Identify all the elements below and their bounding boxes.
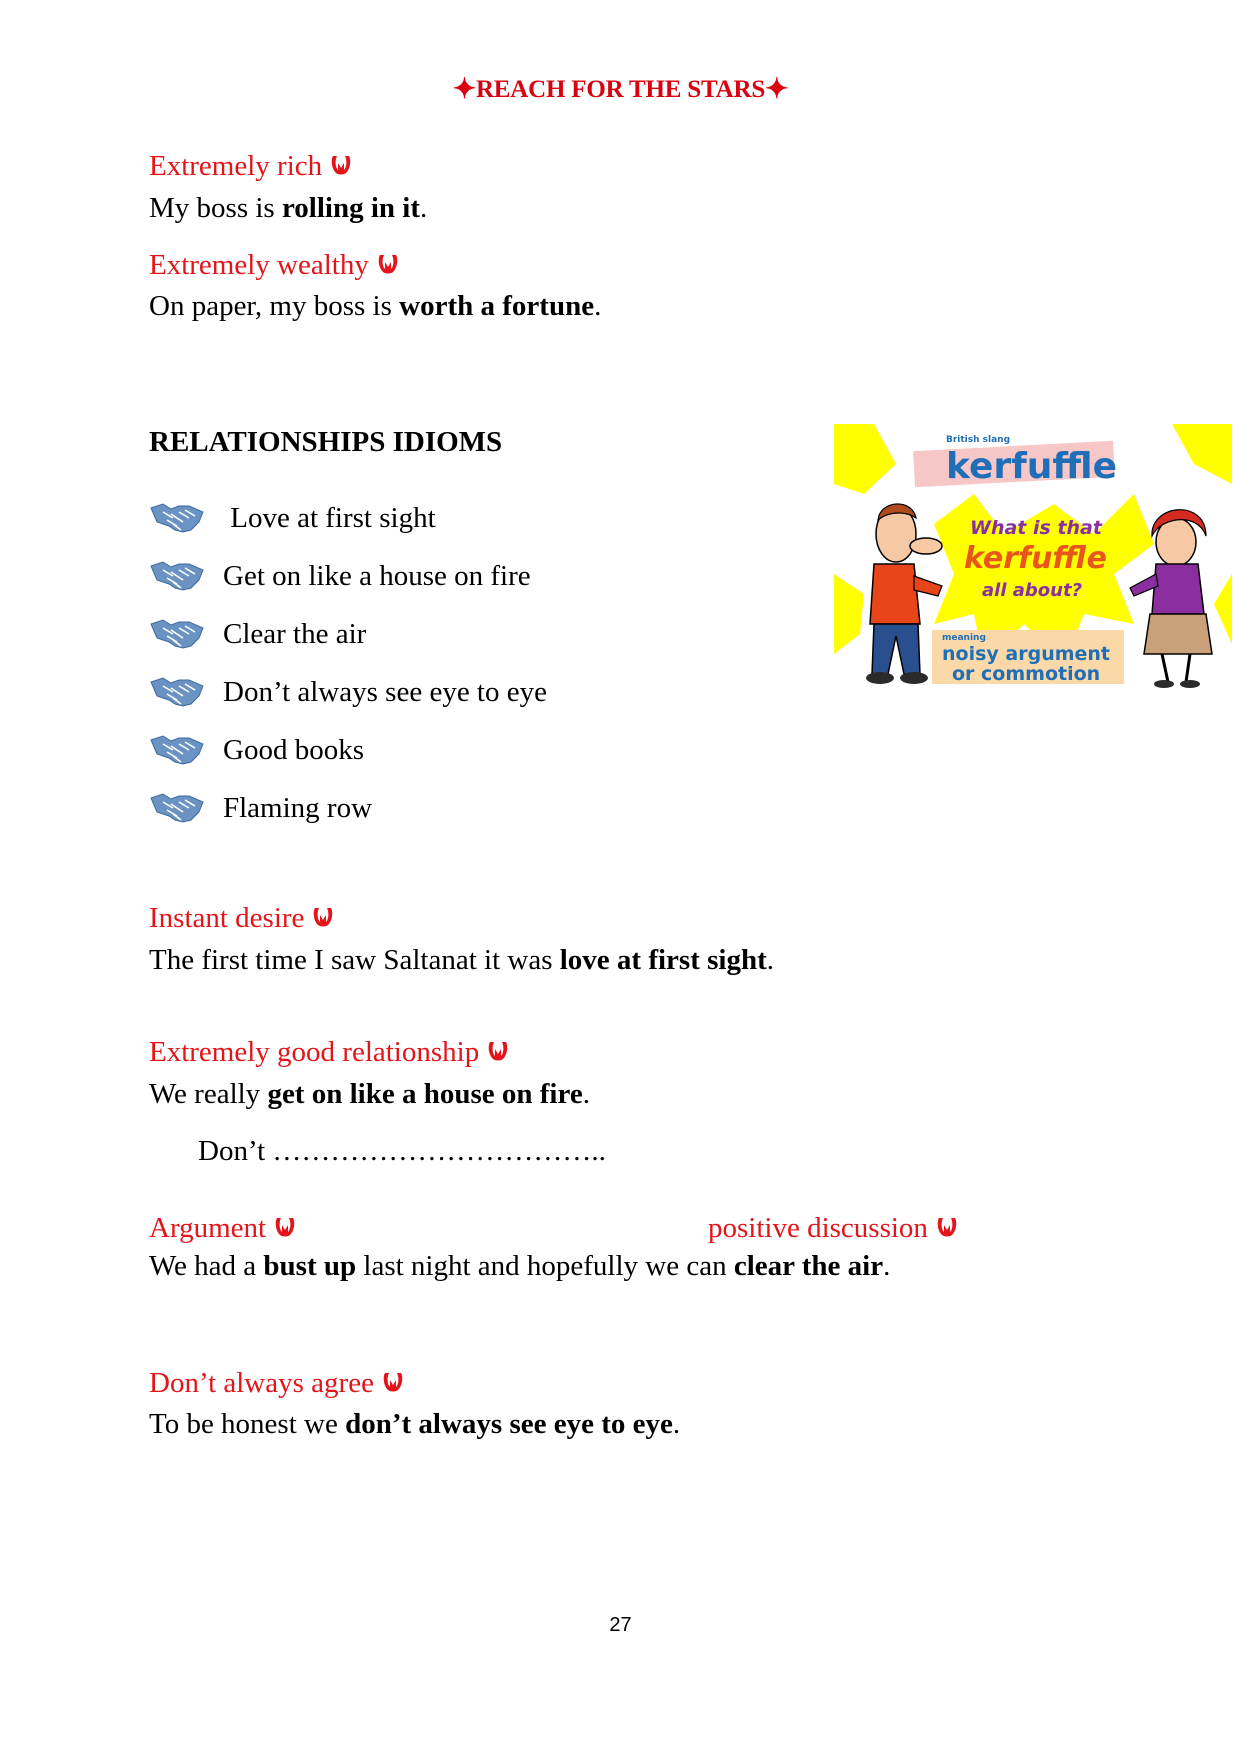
sentence-bust-up: We had a bust up last night and hopefully we can clear the air. [149, 1250, 891, 1282]
section-title-relationships: RELATIONSHIPS IDIOMS [149, 426, 503, 458]
illustration-bubble-3: all about? [982, 580, 1083, 601]
idiom-list [149, 500, 547, 826]
page-number: 27 [609, 1614, 632, 1636]
header-title: REACH FOR THE STARS [475, 76, 766, 103]
sentence-eye-to-eye: To be honest we don’t always see eye to eye. [149, 1408, 681, 1440]
down-arrow-icon [312, 905, 334, 929]
list-item: Clear the air [149, 616, 547, 652]
down-arrow-icon [487, 1039, 509, 1063]
heading-instant-desire: Instant desire [149, 902, 334, 935]
heading-extremely-good-relationship: Extremely good relationship [149, 1036, 509, 1069]
heading-positive-discussion: positive discussion [708, 1212, 958, 1245]
illustration-meaning-2: or commotion [952, 663, 1101, 685]
star-icon: ✦ [452, 74, 476, 105]
illustration-top-label: British slang [946, 435, 1011, 445]
illustration-bubble-2: kerfuffle [964, 541, 1107, 576]
sentence-worth-a-fortune: On paper, my boss is worth a fortune. [149, 290, 602, 322]
illustration-meaning-label: meaning [942, 633, 986, 643]
down-arrow-icon [330, 153, 352, 177]
handshake-icon [149, 732, 205, 768]
heading-extremely-rich: Extremely rich [149, 150, 352, 183]
handshake-icon [149, 616, 205, 652]
list-item: Good books [149, 732, 547, 768]
down-arrow-icon [936, 1215, 958, 1239]
handshake-icon [149, 500, 205, 536]
down-arrow-icon [382, 1370, 404, 1394]
list-item: Don’t always see eye to eye [149, 674, 547, 710]
down-arrow-icon [274, 1215, 296, 1239]
illustration-bubble-1: What is that [970, 517, 1102, 539]
sentence-rolling-in-it: My boss is rolling in it. [149, 192, 428, 224]
list-item: Love at first sight [149, 500, 547, 536]
handshake-icon [149, 674, 205, 710]
heading-argument: Argument [149, 1212, 296, 1245]
handshake-icon [149, 790, 205, 826]
star-icon: ✦ [765, 74, 789, 105]
sentence-house-on-fire: We really get on like a house on fire. [149, 1078, 590, 1110]
sentence-love-at-first-sight: The first time I saw Saltanat it was love at first sight. [149, 944, 774, 976]
illustration-meaning-1: noisy argument [942, 643, 1111, 665]
heading-extremely-wealthy: Extremely wealthy [149, 249, 399, 282]
kerfuffle-illustration [834, 424, 1232, 690]
illustration-word: kerfuffle [946, 446, 1118, 487]
list-item: Get on like a house on fire [149, 558, 547, 594]
fill-in-line: Don’t …………………………….. [198, 1135, 606, 1167]
heading-dont-always-agree: Don’t always agree [149, 1367, 404, 1400]
down-arrow-icon [377, 252, 399, 276]
handshake-icon [149, 558, 205, 594]
list-item: Flaming row [149, 790, 547, 826]
page-header [0, 72, 1241, 106]
